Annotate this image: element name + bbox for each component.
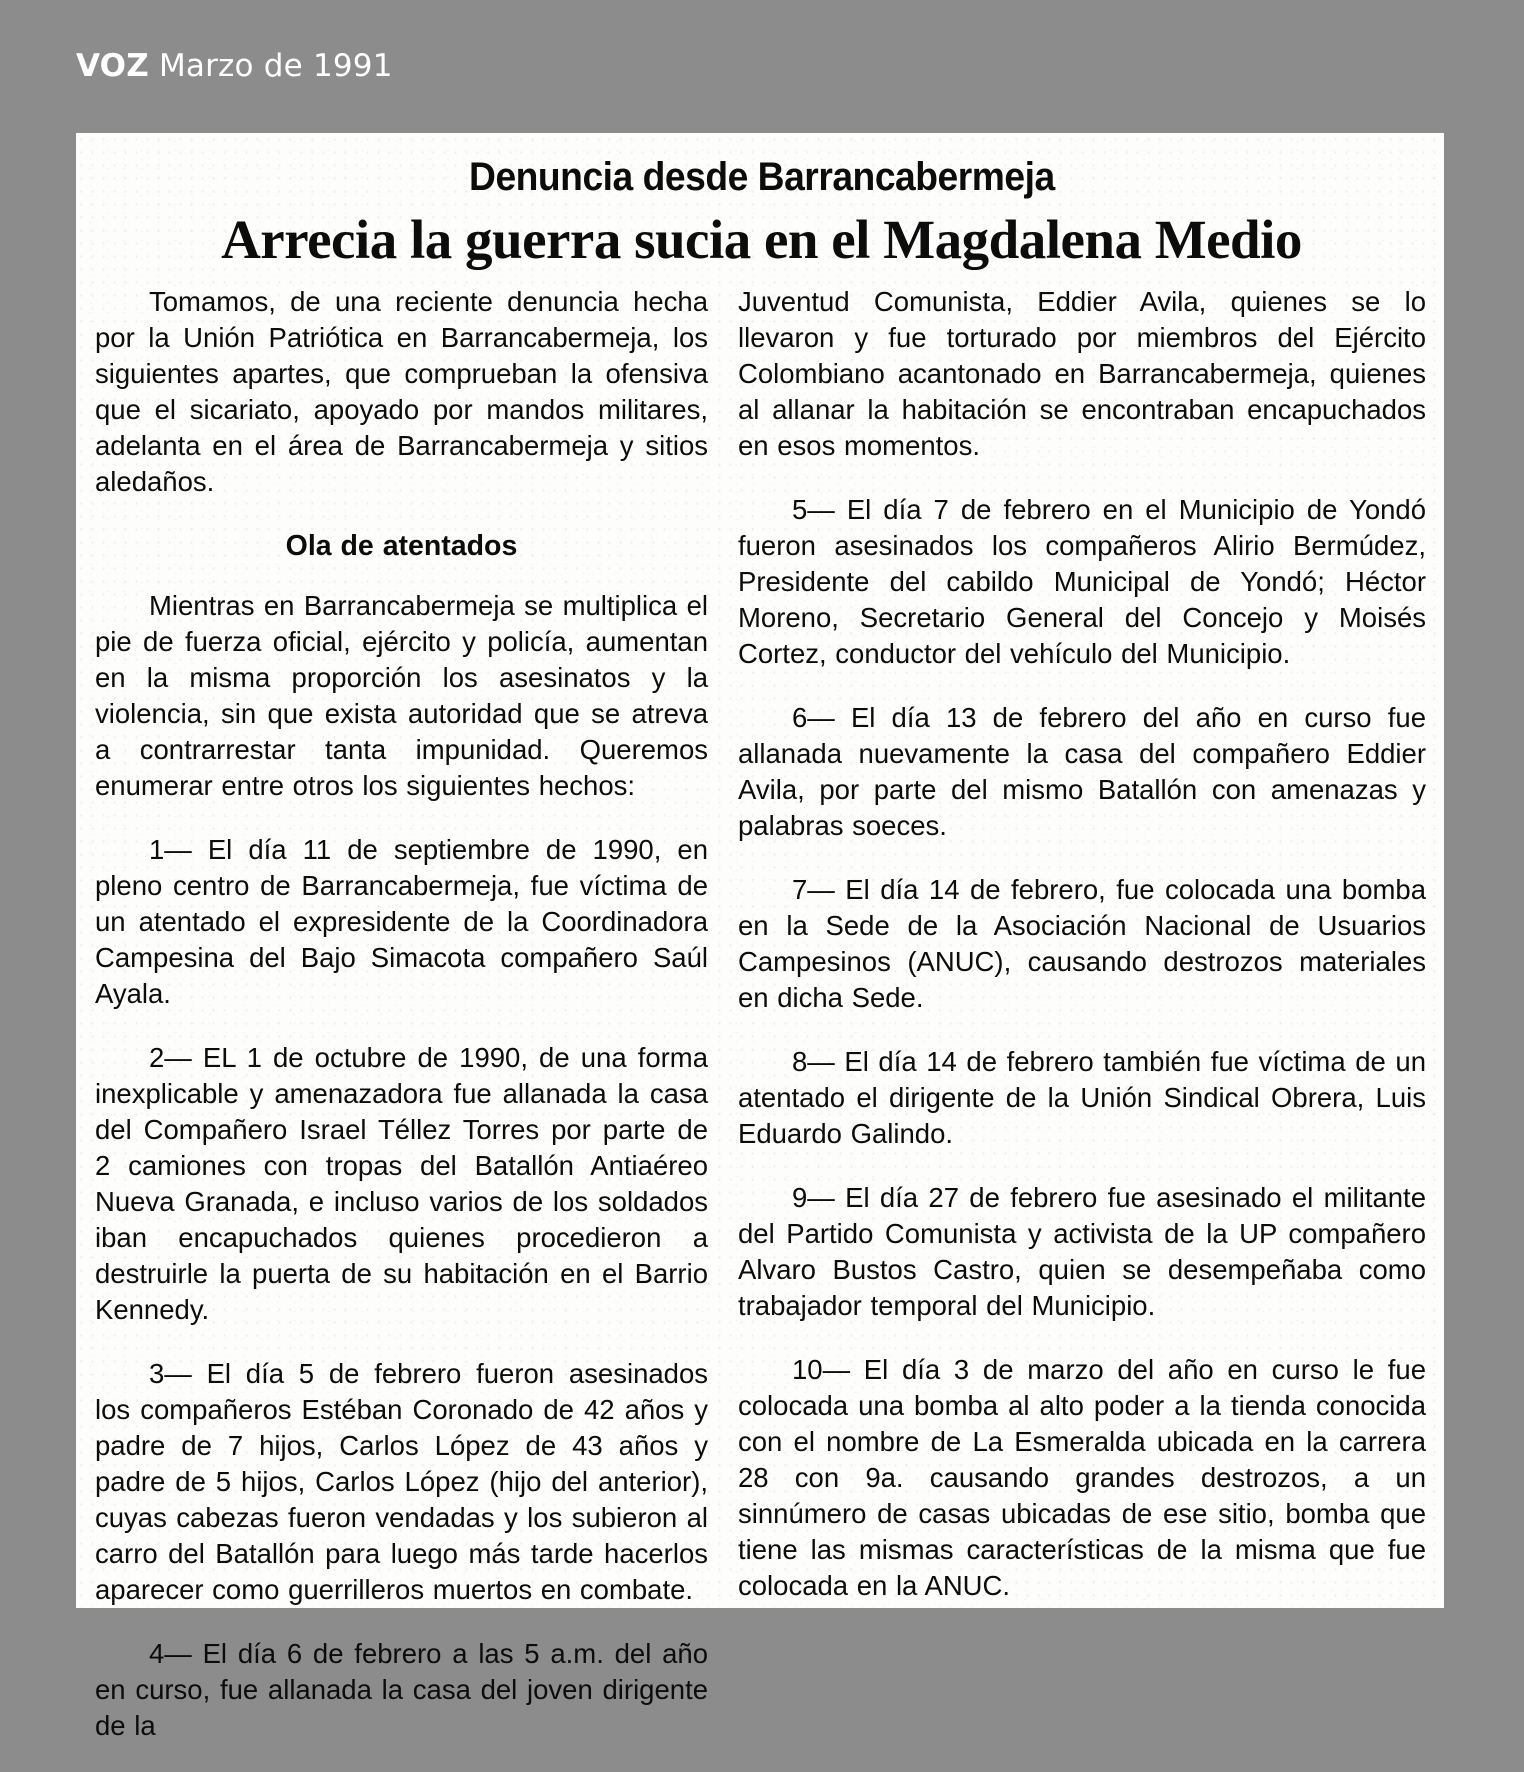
numbered-item-4-continuation: Juventud Comunista, Eddier Avila, quienes se lo llevaron y fue torturado por miembros del Ejército Colombiano acantonado en Barrancabermeja, quienes al allanar la habitación se encontraban encapuchados en esos momentos. bbox=[738, 286, 1426, 461]
publication-issue-date: Marzo de 1991 bbox=[158, 48, 393, 84]
numbered-item-7: 7— El día 14 de febrero, fue colocada una bomba en la Sede de la Asociación Nacional de Usuarios Campesinos (ANUC), causando destrozos materiales en dicha Sede. bbox=[738, 874, 1426, 1013]
numbered-item-4-part-1: 4— El día 6 de febrero a las 5 a.m. del año en curso, fue allanada la casa del joven dirigente de la bbox=[95, 1638, 708, 1741]
numbered-item-2: 2— EL 1 de octubre de 1990, de una forma inexplicable y amenazadora fue allanada la casa del Compañero Israel Téllez Torres por parte de 2 camiones con tropas del Batallón Antiaéreo Nueva Granada, e incluso varios de los soldados iban encapuchados quienes procedieron a destruirle la puerta de su habitación en el Barrio Kennedy. bbox=[95, 1042, 708, 1325]
article-columns bbox=[95, 284, 1428, 1772]
numbered-item-10: 10— El día 3 de marzo del año en curso le fue colocada una bomba al alto poder a la tienda conocida con el nombre de La Esmeralda ubicada en la carrera 28 con 9a. causando grandes destrozos, a un sinnúmero de casas ubicadas de ese sitio, bomba que tiene las mismas características de la misma que fue colocada en la ANUC. bbox=[738, 1354, 1426, 1601]
numbered-item-5: 5— El día 7 de febrero en el Municipio de Yondó fueron asesinados los compañeros Alirio Bermúdez, Presidente del cabildo Municipal de Yondó; Héctor Moreno, Secretario General del Concejo y Moisés Cortez, conductor del vehículo del Municipio. bbox=[738, 494, 1426, 669]
publication-name: VOZ bbox=[76, 48, 149, 84]
section-heading-ola-de-atentados: Ola de atentados bbox=[285, 530, 518, 562]
numbered-item-1: 1— El día 11 de septiembre de 1990, en pleno centro de Barrancabermeja, fue víctima de un atentado el expresidente de la Coordinadora Campesina del Bajo Simacota compañero Saúl Ayala. bbox=[95, 834, 708, 1009]
article-kicker bbox=[95, 155, 1428, 200]
numbered-item-3: 3— El día 5 de febrero fueron asesinados los compañeros Estéban Coronado de 42 años y padre de 7 hijos, Carlos López de 43 años y padre de 5 hijos, Carlos López (hijo del anterior), cuyas cabezas fueron vendadas y los subieron al carro del Batallón para luego más tarde hacerlos aparecer como guerrilleros muertos en combate. bbox=[95, 1358, 708, 1605]
context-paragraph: Mientras en Barrancabermeja se multiplica el pie de fuerza oficial, ejército y policía, aumentan en la misma proporción los asesinatos y la violencia, sin que exista autoridad que se atreva a contrarrestar tanta impunidad. Queremos enumerar entre otros los siguientes hechos: bbox=[95, 590, 708, 801]
newspaper-clipping bbox=[76, 133, 1444, 1741]
article-column-left bbox=[95, 284, 708, 1772]
intro-paragraph: Tomamos, de una reciente denuncia hecha por la Unión Patriótica en Barrancabermeja, los siguientes apartes, que comprueban la ofensiva que el sicariato, apoyado por mandos militares, adelanta en el área de Barrancabermeja y sitios aledaños. bbox=[95, 286, 708, 497]
masthead bbox=[76, 48, 393, 84]
article-headline: Arrecia la guerra sucia en el Magdalena Medio bbox=[221, 209, 1302, 270]
numbered-item-9: 9— El día 27 de febrero fue asesinado el militante del Partido Comunista y activista de la UP compañero Alvaro Bustos Castro, quien se desempeñaba como trabajador temporal del Municipio. bbox=[738, 1182, 1426, 1321]
numbered-item-8: 8— El día 14 de febrero también fue víctima de un atentado el dirigente de la Unión Sindical Obrera, Luis Eduardo Galindo. bbox=[738, 1046, 1426, 1149]
numbered-item-6: 6— El día 13 de febrero del año en curso fue allanada nuevamente la casa del compañero Eddier Avila, por parte del mismo Batallón con amenazas y palabras soeces. bbox=[738, 702, 1426, 841]
article-kicker-text: Denuncia desde Barrancabermeja bbox=[468, 155, 1055, 199]
article-column-right bbox=[738, 284, 1426, 1632]
